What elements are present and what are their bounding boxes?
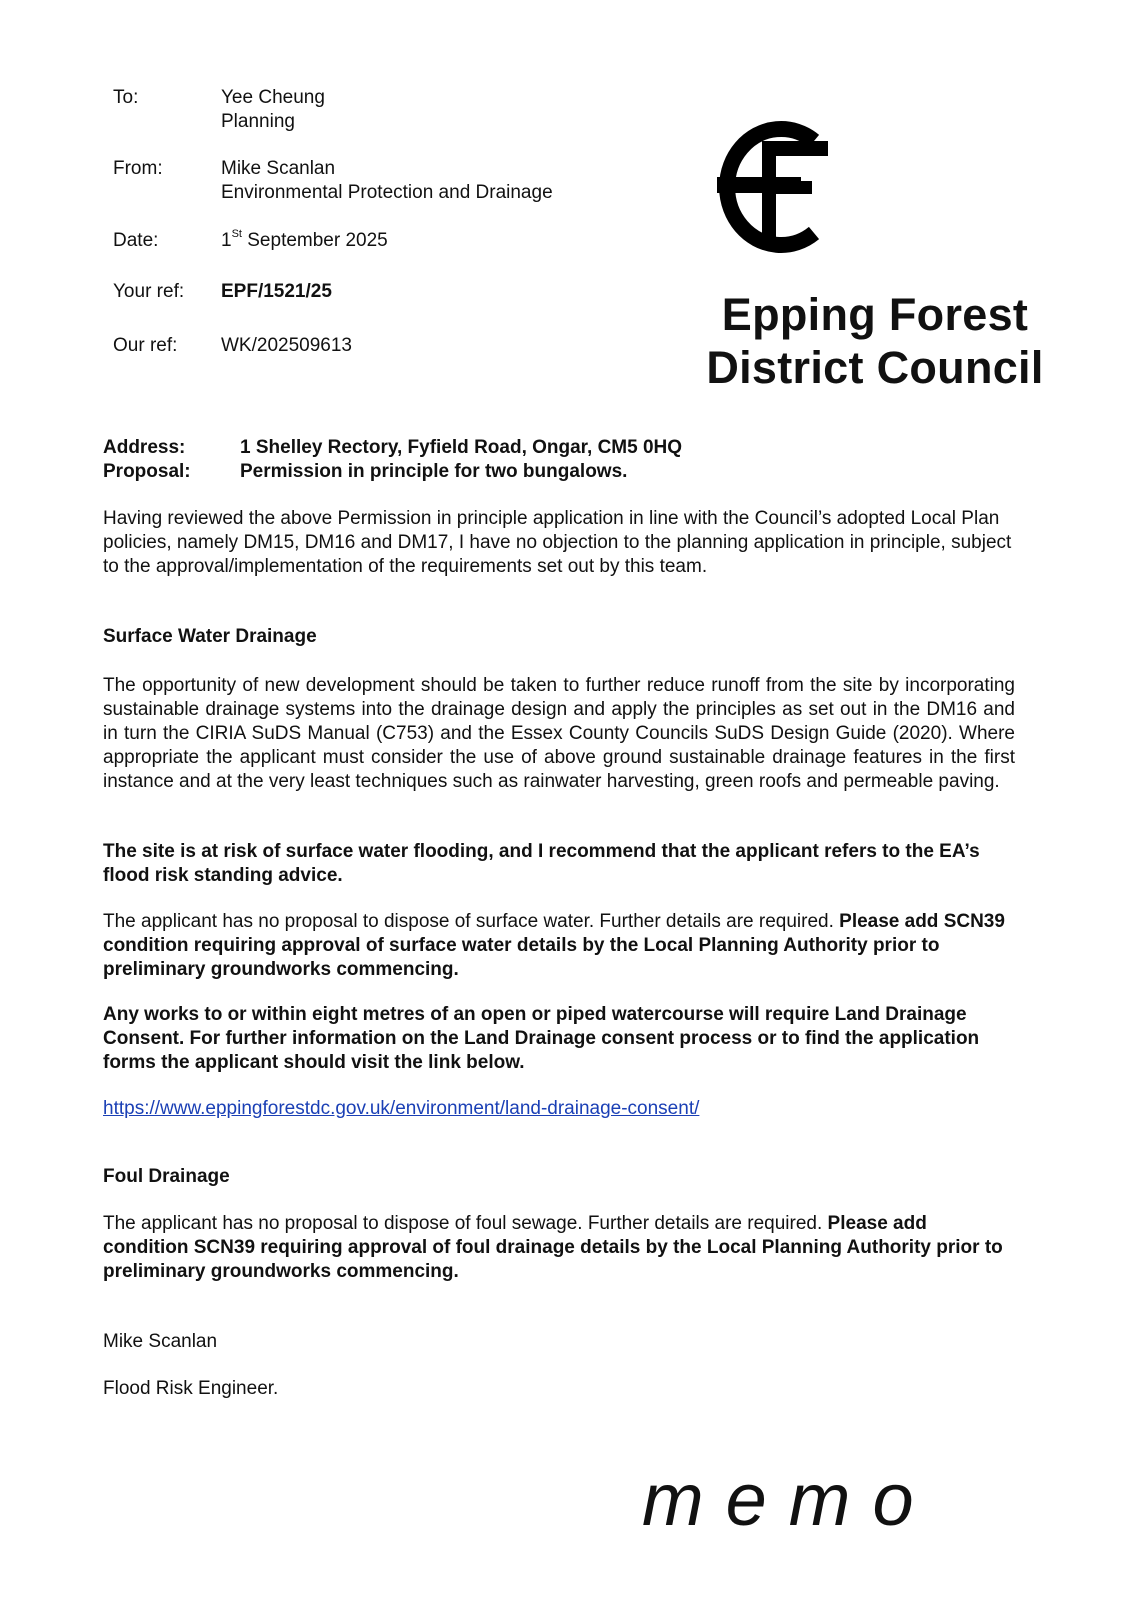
from-dept: Environmental Protection and Drainage	[221, 182, 553, 203]
signoff-title: Flood Risk Engineer.	[103, 1378, 279, 1399]
to-name: Yee Cheung	[221, 87, 325, 108]
council-name	[640, 288, 1110, 394]
from-label: From:	[113, 158, 163, 179]
surface-water-heading: Surface Water Drainage	[103, 626, 317, 647]
date-value: 1St September 2025	[221, 227, 388, 251]
watercourse-paragraph: Any works to or within eight metres of an open or piped watercourse will require Land Drainage Consent. For further information on the Land Drainage consent process or to find the application forms the applicant should visit the link below.	[103, 1004, 980, 1073]
council-name-line1: Epping Forest	[721, 289, 1029, 340]
address-label: Address:	[103, 437, 186, 458]
proposal-value: Permission in principle for two bungalows.	[240, 461, 628, 482]
our-ref-label: Our ref:	[113, 335, 178, 356]
surface-water-paragraph: The opportunity of new development should be taken to further reduce runoff from the site by incorporating sustainable drainage systems into the drainage design and apply the principles as set out in the DM16 and in turn the CIRIA SuDS Manual (C753) and the Essex County Councils SuDS Design Guide (2020). Where appropriate the applicant must consider the use of above ground sustainable drainage features in the first instance and at the very least techniques such as rainwater harvesting, green roofs and permeable paving.	[103, 675, 1015, 792]
foul-dispose-text: The applicant has no proposal to dispose of foul sewage. Further details are required.	[103, 1213, 828, 1234]
to-label: To:	[113, 87, 139, 108]
land-drainage-link[interactable]: https://www.eppingforestdc.gov.uk/environment/land-drainage-consent/	[103, 1098, 700, 1119]
address-row	[103, 436, 682, 460]
memo-footer: memo	[642, 1458, 936, 1541]
address-value: 1 Shelley Rectory, Fyfield Road, Ongar, CM5 0HQ	[240, 437, 683, 458]
council-name-line2: District Council	[706, 342, 1044, 393]
signoff-name: Mike Scanlan	[103, 1331, 218, 1352]
surface-dispose-paragraph	[103, 910, 1015, 982]
foul-dispose-condition: Please add condition SCN39 requiring approval of foul drainage details by the Local Planning Authority prior to preliminary groundworks commencing.	[103, 1213, 1003, 1282]
from-name: Mike Scanlan	[221, 158, 336, 179]
to-dept: Planning	[221, 111, 295, 132]
intro-paragraph: Having reviewed the above Permission in principle application in line with the Council’s adopted Local Plan policies, namely DM15, DM16 and DM17, I have no objection to the planning application in principle, subject to the approval/implementation of the requirements set out by this team.	[103, 508, 1012, 577]
your-ref-value: EPF/1521/25	[221, 281, 332, 302]
surface-dispose-condition: Please add SCN39 condition requiring approval of surface water details by the Local Planning Authority prior to preliminary groundworks commencing.	[103, 911, 1005, 980]
proposal-row	[103, 460, 627, 484]
foul-drainage-paragraph	[103, 1212, 1015, 1284]
surface-dispose-text: The applicant has no proposal to dispose of surface water. Further details are required.	[103, 911, 840, 932]
date-label: Date:	[113, 230, 159, 251]
your-ref-label: Your ref:	[113, 281, 185, 302]
council-logo-icon	[716, 117, 836, 257]
our-ref-value: WK/202509613	[221, 335, 352, 356]
foul-drainage-heading: Foul Drainage	[103, 1166, 230, 1187]
flood-risk-paragraph: The site is at risk of surface water flooding, and I recommend that the applicant refers to the EA’s flood risk standing advice.	[103, 841, 980, 886]
link-row	[103, 1097, 1015, 1121]
proposal-label: Proposal:	[103, 461, 191, 482]
